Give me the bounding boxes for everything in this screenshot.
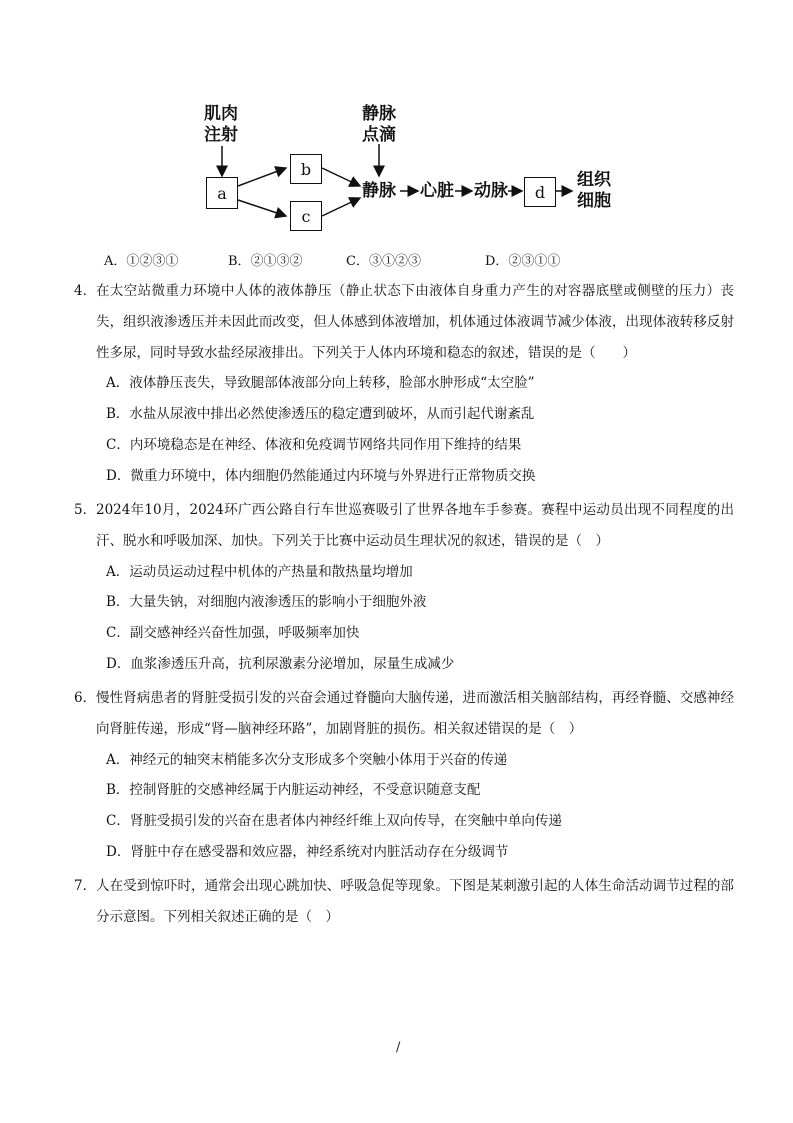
option-b[interactable]: B．大量失钠，对细胞内液渗透压的影响小于细胞外液 xyxy=(106,594,427,611)
option-a[interactable]: A．运动员运动过程中机体的产热量和散热量均增加 xyxy=(106,563,413,580)
option-c[interactable]: C．内环境稳态是在神经、体液和免疫调节网络共同作用下维持的结果 xyxy=(106,436,522,453)
option-a[interactable]: A．神经元的轴突末梢能多次分支形成多个突触小体用于兴奋的传递 xyxy=(106,751,508,768)
tissue-cells-label: 组织 细胞 xyxy=(577,170,611,211)
question-number: 7． xyxy=(74,878,97,894)
question-stem: 2024年10月，2024环广西公路自行车世巡赛吸引了世界各地车手参赛。赛程中运动员出现不同程度的出汗、脱水和呼吸加深、加快。下列关于比赛中运动员生理状况的叙述，错误的是（ ） xyxy=(96,502,734,549)
question-stem: 人在受到惊吓时，通常会出现心跳加快、呼吸急促等现象。下图是某刺激引起的人体生命活动调节过程的部分示意图。下列相关叙述正确的是（ ） xyxy=(96,878,734,925)
box-c: c xyxy=(290,201,322,231)
artery-label: 动脉 xyxy=(474,181,508,201)
option-d[interactable]: D．血浆渗透压升高，抗利尿激素分泌增加，尿量生成减少 xyxy=(106,655,455,672)
q3-option-a[interactable]: A．①②③① xyxy=(104,254,179,269)
box-d: d xyxy=(524,177,556,207)
q3-option-b[interactable]: B．②①③② xyxy=(228,254,303,269)
q3-option-c[interactable]: C．③①②③ xyxy=(346,254,421,269)
vein-label: 静脉 xyxy=(362,181,396,201)
box-a: a xyxy=(206,177,238,209)
diagram-arrows xyxy=(0,0,793,240)
question-number: 6． xyxy=(74,690,97,706)
question-number: 4． xyxy=(74,283,97,299)
heart-label: 心脏 xyxy=(420,181,454,201)
page-footer-mark: / xyxy=(396,1040,401,1055)
circulation-diagram xyxy=(0,0,793,240)
vein-drip-label: 静脉 点滴 xyxy=(362,104,396,145)
question-7 xyxy=(74,871,734,933)
option-a[interactable]: A．液体静压丧失，导致腿部体液部分向上转移，脸部水肿形成“太空脸” xyxy=(106,375,535,392)
q3-options xyxy=(104,250,704,270)
option-d[interactable]: D．微重力环境中，体内细胞仍然能通过内环境与外界进行正常物质交换 xyxy=(106,467,536,484)
question-4 xyxy=(74,276,734,492)
q3-option-d[interactable]: D．②③①① xyxy=(485,254,561,269)
box-b: b xyxy=(290,154,322,184)
muscle-injection-label: 肌肉 注射 xyxy=(204,104,238,145)
question-5 xyxy=(74,495,734,680)
question-6 xyxy=(74,683,734,868)
question-stem: 在太空站微重力环境中人体的液体静压（静止状态下由液体自身重力产生的对容器底壁或侧壁的压力）丧失，组织液渗透压并未因此而改变，但人体感到体液增加，机体通过体液调节减少体液，出现体液转移反射性多尿，同时导致水盐经尿液排出。下列关于人体内环境和稳态的叙述，错误的是（ ） xyxy=(96,283,734,361)
option-b[interactable]: B．水盐从尿液中排出必然使渗透压的稳定遭到破坏，从而引起代谢紊乱 xyxy=(106,406,535,423)
option-c[interactable]: C．肾脏受损引发的兴奋在患者体内神经纤维上双向传导，在突触中单向传递 xyxy=(106,813,562,830)
option-b[interactable]: B．控制肾脏的交感神经属于内脏运动神经，不受意识随意支配 xyxy=(106,782,481,799)
question-number: 5． xyxy=(74,502,97,518)
option-d[interactable]: D．肾脏中存在感受器和效应器，神经系统对内脏活动存在分级调节 xyxy=(106,843,509,860)
question-stem: 慢性肾病患者的肾脏受损引发的兴奋会通过脊髓向大脑传递，进而激活相关脑部结构，再经脊髓、交感神经向肾脏传递，形成“肾—脑神经环路”，加剧肾脏的损伤。相关叙述错误的是（ ） xyxy=(96,690,734,737)
option-c[interactable]: C．副交感神经兴奋性加强，呼吸频率加快 xyxy=(106,625,360,642)
